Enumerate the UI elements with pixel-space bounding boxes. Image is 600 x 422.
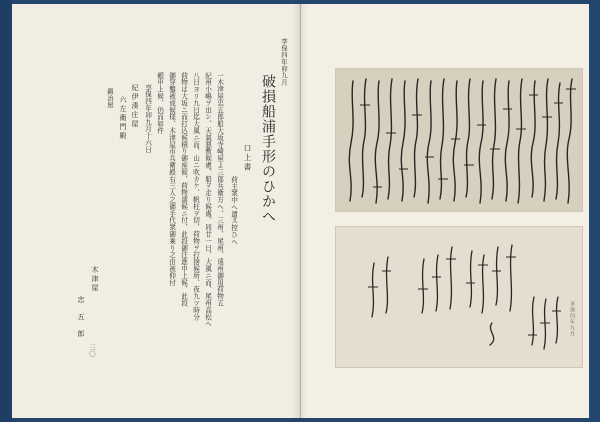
address-line: 荷主衆中へ遣ス控ひへ — [229, 176, 238, 245]
binding-edge — [0, 0, 12, 422]
section-subhead: 口上書 — [243, 144, 252, 173]
handwriting-image — [336, 227, 582, 367]
body-column: 八日ヨリ九日迄大風ニ而、山ニ吹カケ、帆柱ヲ切、荷物ヲ打捨候所、夜九ツ時分 — [191, 72, 200, 321]
body-column: 紀州小嶋ヲ出シ、天氣悪敷候處、船ヲ走り候處、同廿一日、大風ニ而、尾州高松へ — [203, 72, 212, 328]
page-title: 破損船浦手形のひかへ — [260, 74, 276, 224]
handwriting-image — [336, 69, 582, 211]
signer-name: 忠五郎 — [77, 296, 85, 347]
body-column: 一木津屋忠五郎船大坂寺崎屋よ三郎兵衛方へ、三州、尾州、遠州御用荷物五 — [215, 72, 224, 307]
manuscript-photo-2 — [335, 226, 583, 368]
date-line: 享保四年卯九月十六日 — [143, 84, 152, 153]
manuscript-photo-1 — [335, 68, 583, 212]
book-gutter — [292, 4, 308, 418]
photo-label: 享保四年九月 — [569, 301, 575, 337]
signer-house: 木津屋 — [91, 266, 99, 293]
body-column: 荷物は大坂ニ而打込候積り御座候、荷物濡候ニ付、此段御注進申上候、此段 — [179, 72, 188, 307]
addressee-line: 鍛冶屋 — [106, 88, 114, 109]
addressee-line: 紀伊湊庄屋 — [131, 84, 139, 129]
body-column: 御穿鑿被成候様、木津屋市兵衛殿右三人之御手代衆御乘り之由被仰付 — [167, 72, 176, 286]
left-page — [12, 4, 301, 418]
running-header: 享保四年卯九月 — [280, 38, 288, 86]
body-column: 頼申上候、仍而如件 — [155, 72, 164, 135]
addressee-line: 六左衛門殿 — [119, 96, 127, 141]
page-number: 三〇 — [88, 344, 96, 357]
